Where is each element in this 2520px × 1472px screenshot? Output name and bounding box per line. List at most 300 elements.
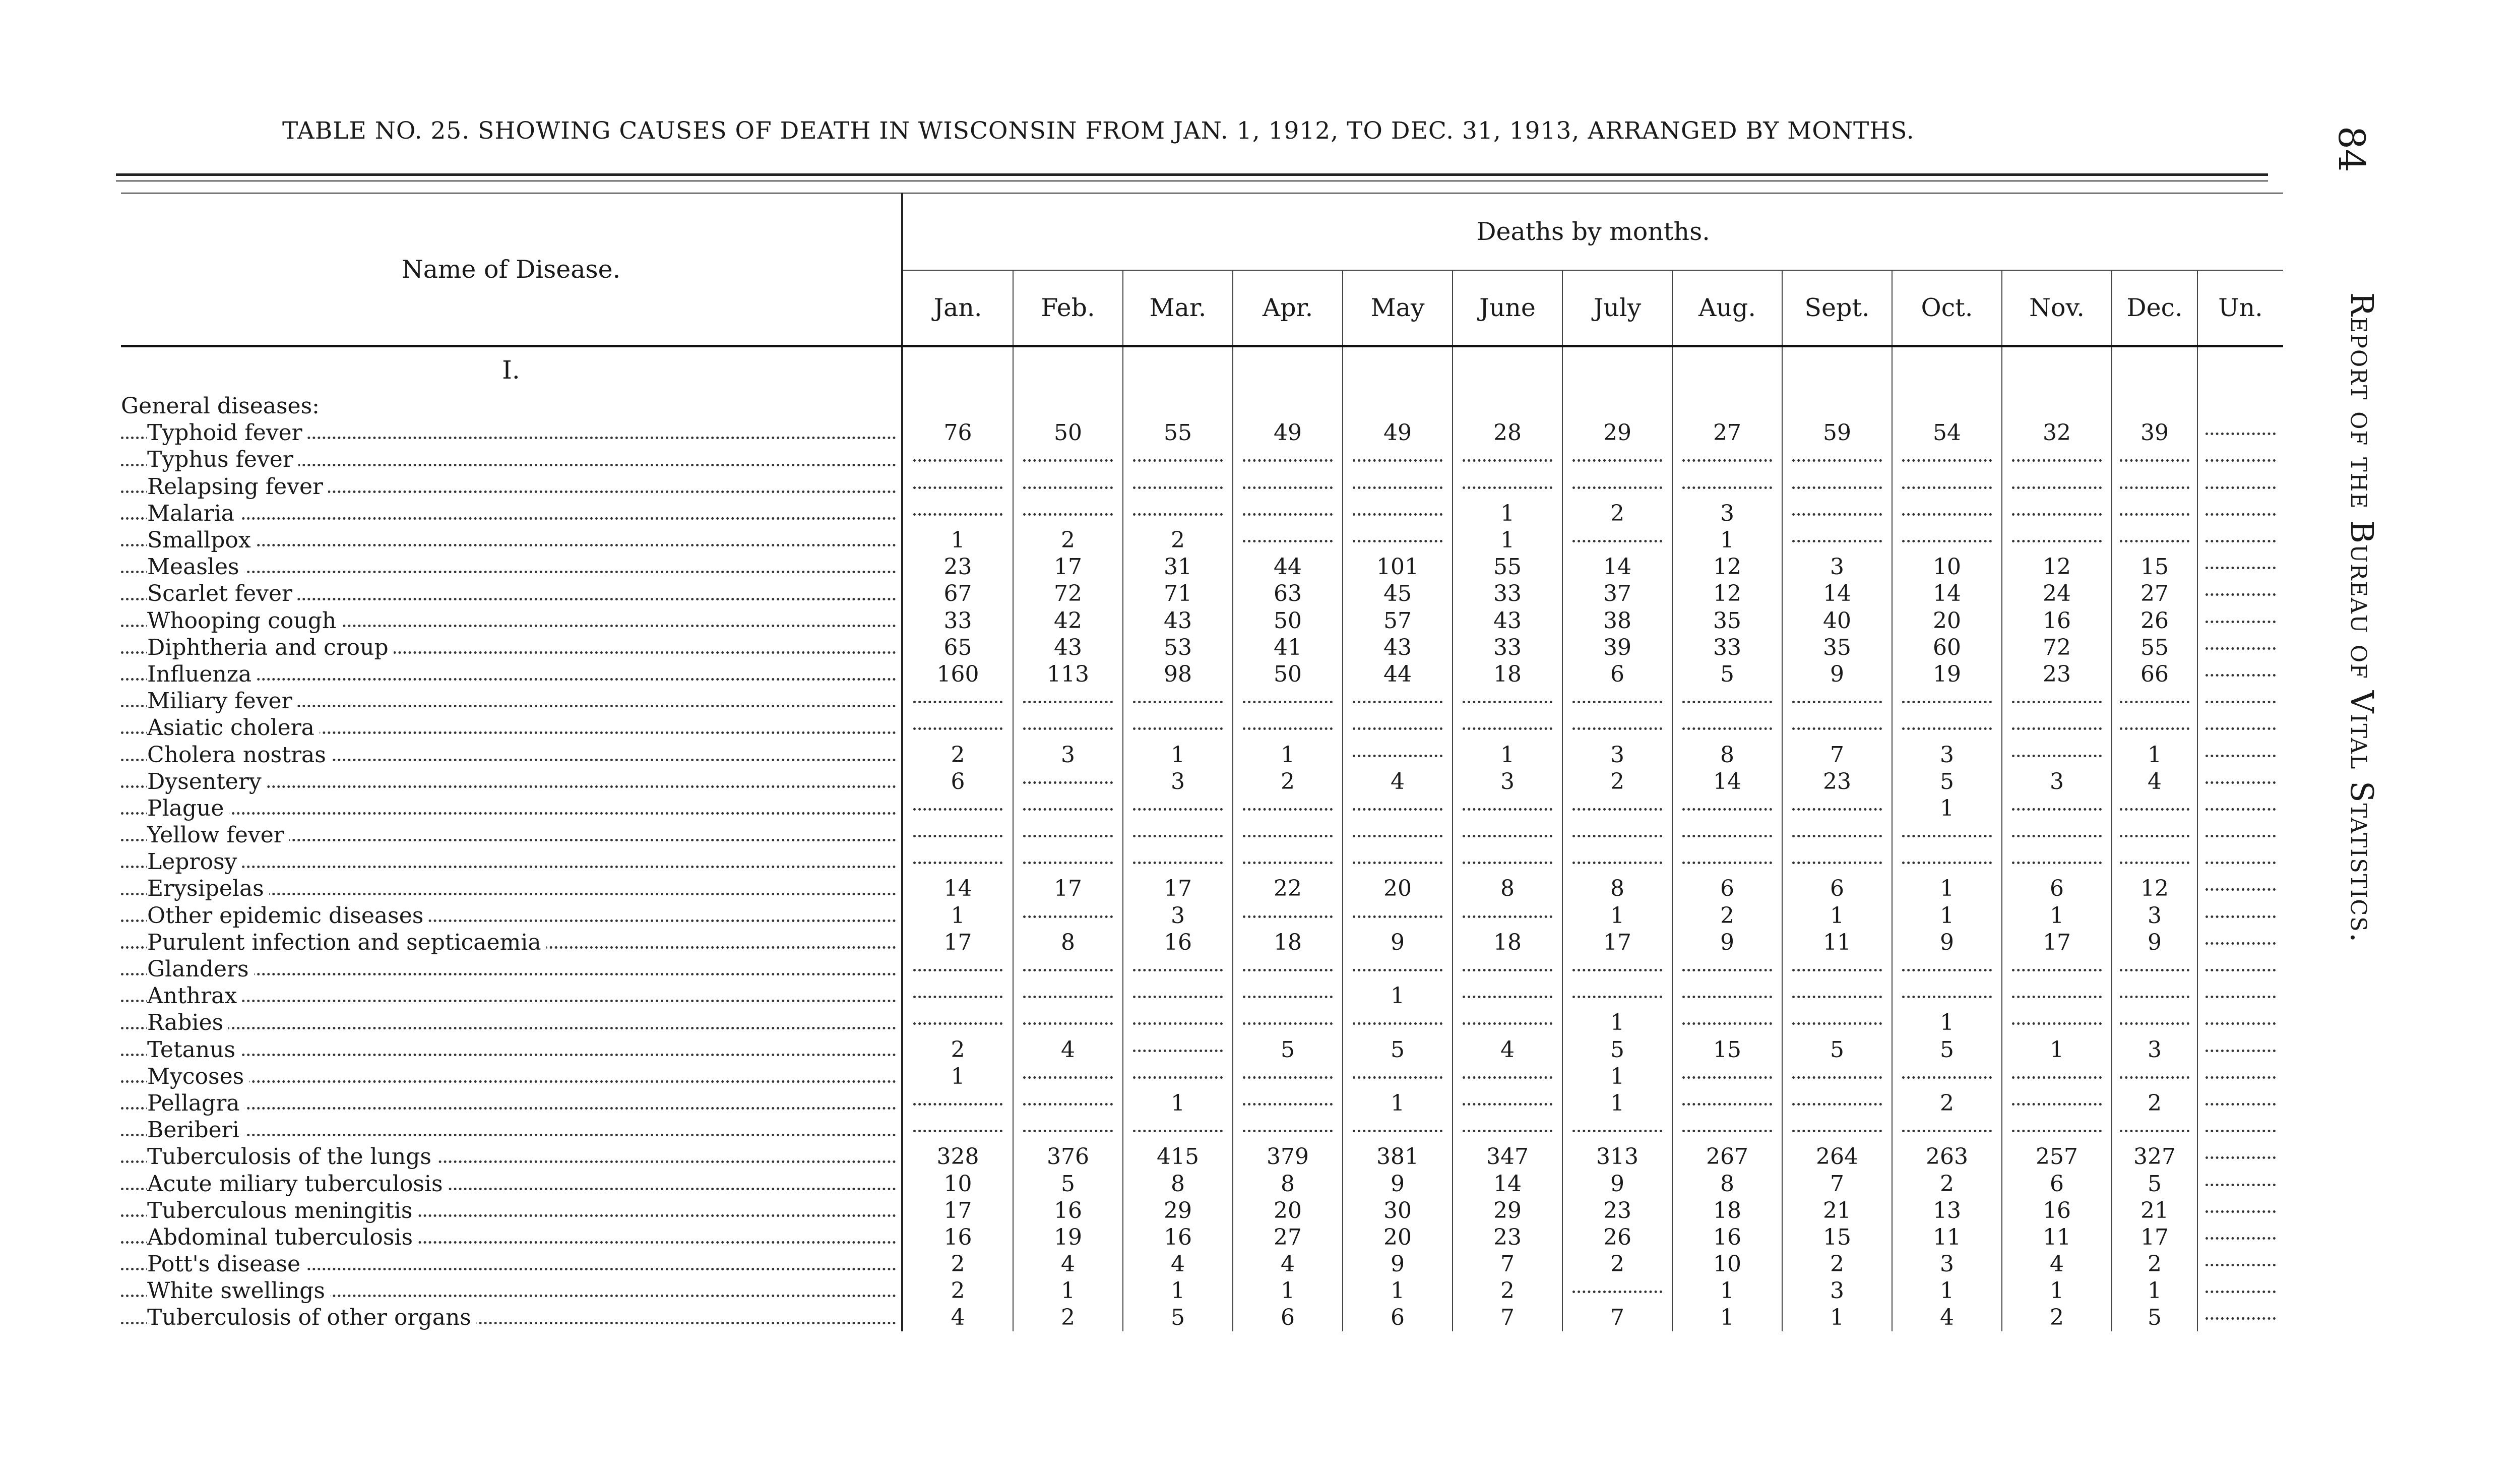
count-cell: 8	[1562, 875, 1672, 902]
count-cell: 3	[2112, 902, 2197, 929]
dotted-blank	[1792, 1063, 1881, 1079]
dotted-blank	[2120, 983, 2189, 998]
dotted-blank	[2012, 1117, 2101, 1132]
count-cell: 5	[1233, 1036, 1343, 1063]
empty-cell	[2197, 1009, 2283, 1036]
empty-cell	[2002, 983, 2112, 1009]
count-cell: 55	[1123, 419, 1233, 446]
count-cell: 22	[1233, 875, 1343, 902]
empty-cell	[902, 714, 1013, 741]
disease-name-cell	[121, 527, 902, 554]
empty-cell	[1013, 822, 1123, 848]
page-title: TABLE NO. 25. SHOWING CAUSES OF DEATH IN WISCONSIN FROM JAN. 1, 1912, TO DEC. 31, 1913, ARRANGED BY MONTHS.	[282, 117, 1915, 145]
count-cell: 14	[902, 875, 1013, 902]
count-cell: 16	[1123, 1224, 1233, 1251]
empty-cell	[1343, 500, 1453, 527]
count-cell: 20	[1233, 1197, 1343, 1224]
dotted-blank	[913, 956, 1003, 971]
empty-cell	[1562, 688, 1672, 714]
dotted-blank	[2206, 768, 2276, 784]
count-cell: 3	[1123, 902, 1233, 929]
count-cell: 10	[1892, 554, 2002, 580]
empty-cell	[1672, 446, 1782, 473]
empty-cell	[1233, 822, 1343, 848]
dotted-blank	[1463, 473, 1552, 489]
dotted-blank	[1243, 1117, 1332, 1132]
dotted-blank	[1902, 983, 1991, 998]
dotted-blank	[1682, 1009, 1772, 1025]
empty-cell	[2197, 1117, 2283, 1143]
dotted-blank	[1463, 956, 1552, 971]
dotted-blank	[1023, 1063, 1112, 1079]
count-cell: 19	[1013, 1224, 1123, 1251]
count-cell: 12	[1672, 554, 1782, 580]
count-cell: 43	[1013, 634, 1123, 661]
dotted-blank	[2120, 500, 2189, 516]
disease-name: Whooping cough	[147, 608, 341, 634]
dotted-blank	[1902, 446, 1991, 462]
disease-name-cell	[121, 1251, 902, 1277]
disease-name-cell	[121, 419, 902, 446]
disease-name: Plague	[147, 795, 229, 821]
count-cell: 16	[1013, 1197, 1123, 1224]
count-cell: 267	[1672, 1143, 1782, 1170]
count-cell: 3	[1013, 741, 1123, 768]
count-cell: 1	[1892, 1277, 2002, 1304]
empty-cell	[1343, 822, 1453, 848]
empty-cell	[2112, 527, 2197, 554]
disease-name: Dysentery	[147, 769, 267, 794]
empty-cell	[2002, 473, 2112, 500]
empty-cell	[1013, 500, 1123, 527]
causes-of-death-table	[121, 193, 2283, 1331]
dotted-blank	[1902, 1063, 1991, 1079]
empty-cell	[2197, 1036, 2283, 1063]
dotted-blank	[1243, 822, 1332, 837]
empty-cell	[2112, 1117, 2197, 1143]
count-cell: 17	[1013, 554, 1123, 580]
dotted-blank	[913, 500, 1003, 516]
empty-cell	[1453, 956, 1562, 983]
empty-cell	[1782, 956, 1892, 983]
empty-cell	[1892, 688, 2002, 714]
table-row	[121, 607, 2283, 634]
dotted-blank	[2120, 527, 2189, 542]
empty-cell	[2197, 500, 2283, 527]
empty-cell	[1672, 1117, 1782, 1143]
count-cell: 43	[1453, 607, 1562, 634]
empty-cell	[902, 446, 1013, 473]
count-cell: 8	[1453, 875, 1562, 902]
empty-cell	[1343, 956, 1453, 983]
empty-cell	[1453, 848, 1562, 875]
count-cell: 18	[1453, 661, 1562, 688]
empty-cell	[1782, 473, 1892, 500]
dotted-blank	[913, 1117, 1003, 1132]
empty-cell	[2197, 1197, 2283, 1224]
count-cell: 30	[1343, 1197, 1453, 1224]
disease-name-cell	[121, 1304, 902, 1331]
disease-name-cell	[121, 956, 902, 983]
disease-name-cell	[121, 983, 902, 1009]
dotted-blank	[1023, 956, 1112, 971]
empty-cell	[2197, 983, 2283, 1009]
disease-name: Smallpox	[147, 527, 256, 553]
count-cell: 7	[1562, 1304, 1672, 1331]
count-cell: 18	[1453, 929, 1562, 956]
count-cell: 67	[902, 580, 1013, 607]
empty-cell	[902, 848, 1013, 875]
count-cell: 40	[1782, 607, 1892, 634]
count-cell: 20	[1343, 1224, 1453, 1251]
dotted-blank	[1792, 473, 1881, 489]
empty-cell	[1782, 983, 1892, 1009]
empty-cell	[1123, 714, 1233, 741]
empty-cell	[1453, 1090, 1562, 1117]
empty-cell	[2002, 714, 2112, 741]
table-row	[121, 1170, 2283, 1197]
dotted-blank	[1133, 1036, 1222, 1052]
dotted-blank	[2206, 1304, 2276, 1320]
count-cell: 39	[1562, 634, 1672, 661]
empty-cell	[2197, 929, 2283, 956]
dotted-blank	[913, 848, 1003, 864]
count-cell: 16	[1672, 1224, 1782, 1251]
table-row	[121, 1036, 2283, 1063]
dotted-blank	[1792, 795, 1881, 811]
count-cell: 2	[1123, 527, 1233, 554]
count-cell: 4	[1123, 1251, 1233, 1277]
dotted-blank	[1353, 1009, 1442, 1025]
count-cell: 41	[1233, 634, 1343, 661]
count-cell: 27	[1672, 419, 1782, 446]
dotted-blank	[1243, 688, 1332, 703]
month-header: June	[1453, 270, 1562, 346]
dotted-blank	[1133, 956, 1222, 971]
count-cell: 18	[1233, 929, 1343, 956]
count-cell: 29	[1453, 1197, 1562, 1224]
count-cell: 2	[1892, 1170, 2002, 1197]
count-cell: 1	[1672, 1277, 1782, 1304]
month-header: Dec.	[2112, 270, 2197, 346]
empty-cell	[2002, 500, 2112, 527]
disease-name-cell	[121, 500, 902, 527]
empty-cell	[1343, 714, 1453, 741]
empty-cell	[1343, 446, 1453, 473]
dotted-blank	[1792, 527, 1881, 542]
disease-name: Measles	[147, 554, 244, 580]
empty-cell	[2197, 634, 2283, 661]
empty-cell	[1782, 500, 1892, 527]
empty-cell	[2002, 741, 2112, 768]
dotted-blank	[1023, 822, 1112, 837]
empty-cell	[2197, 1063, 2283, 1090]
empty-cell	[2112, 1063, 2197, 1090]
count-cell: 1	[1892, 795, 2002, 822]
table-row	[121, 661, 2283, 688]
table-row	[121, 822, 2283, 848]
empty-cell	[1343, 1009, 1453, 1036]
count-cell: 263	[1892, 1143, 2002, 1170]
empty-cell	[2197, 768, 2283, 795]
empty-cell	[1123, 473, 1233, 500]
disease-name-cell	[121, 446, 902, 473]
dotted-blank	[2206, 1117, 2276, 1132]
empty-cell	[1892, 446, 2002, 473]
empty-cell	[1782, 688, 1892, 714]
title-rule-thin	[116, 180, 2268, 181]
disease-name: Pott's disease	[147, 1251, 305, 1277]
count-cell: 5	[2112, 1304, 2197, 1331]
count-cell: 33	[902, 607, 1013, 634]
disease-name: Glanders	[147, 956, 254, 982]
empty-cell	[1672, 1063, 1782, 1090]
count-cell: 27	[1233, 1224, 1343, 1251]
table-row	[121, 714, 2283, 741]
dotted-blank	[1353, 527, 1442, 542]
empty-cell	[1782, 1009, 1892, 1036]
disease-name-cell	[121, 714, 902, 741]
empty-cell	[2112, 1009, 2197, 1036]
count-cell: 1	[1123, 741, 1233, 768]
count-cell: 2	[1233, 768, 1343, 795]
dotted-blank	[1902, 473, 1991, 489]
count-cell: 31	[1123, 554, 1233, 580]
empty-cell	[1233, 1090, 1343, 1117]
dotted-blank	[1572, 956, 1662, 971]
count-cell: 1	[1233, 1277, 1343, 1304]
empty-cell	[1892, 714, 2002, 741]
count-cell: 21	[2112, 1197, 2197, 1224]
count-cell: 6	[1672, 875, 1782, 902]
table-body	[121, 346, 2283, 1331]
dotted-blank	[1682, 848, 1772, 864]
dotted-blank	[1792, 500, 1881, 516]
count-cell: 26	[2112, 607, 2197, 634]
disease-name-cell	[121, 902, 902, 929]
count-cell: 6	[1343, 1304, 1453, 1331]
table-row	[121, 956, 2283, 983]
count-cell: 257	[2002, 1143, 2112, 1170]
count-cell: 3	[1123, 768, 1233, 795]
count-cell: 9	[1892, 929, 2002, 956]
count-cell: 29	[1123, 1197, 1233, 1224]
count-cell: 1	[2002, 1277, 2112, 1304]
count-cell: 3	[1892, 741, 2002, 768]
count-cell: 18	[1672, 1197, 1782, 1224]
disease-name-cell	[121, 607, 902, 634]
side-margin	[2330, 126, 2388, 1210]
dotted-blank	[1572, 822, 1662, 837]
count-cell: 23	[1562, 1197, 1672, 1224]
dotted-blank	[2012, 848, 2101, 864]
empty-cell	[2197, 1304, 2283, 1331]
dotted-blank	[1023, 500, 1112, 516]
disease-name-cell	[121, 741, 902, 768]
empty-cell	[1233, 1063, 1343, 1090]
empty-cell	[1562, 822, 1672, 848]
count-cell: 381	[1343, 1143, 1453, 1170]
dotted-blank	[1133, 714, 1222, 730]
count-cell: 24	[2002, 580, 2112, 607]
count-cell: 98	[1123, 661, 1233, 688]
empty-cell	[1343, 902, 1453, 929]
count-cell: 2	[902, 1036, 1013, 1063]
count-cell: 113	[1013, 661, 1123, 688]
empty-cell	[1123, 1063, 1233, 1090]
count-cell: 4	[1453, 1036, 1562, 1063]
empty-cell	[2197, 688, 2283, 714]
dotted-blank	[1463, 902, 1552, 918]
disease-name: Leprosy	[147, 849, 242, 875]
disease-name: Tetanus	[147, 1037, 240, 1063]
disease-name: Other epidemic diseases	[147, 903, 428, 929]
page-number: 84	[2330, 126, 2373, 172]
empty-cell	[2112, 848, 2197, 875]
count-cell: 1	[1343, 983, 1453, 1009]
disease-name: Anthrax	[147, 983, 242, 1009]
count-cell: 3	[1892, 1251, 2002, 1277]
count-cell: 313	[1562, 1143, 1672, 1170]
title-rule	[116, 173, 2268, 176]
count-cell: 11	[1892, 1224, 2002, 1251]
dotted-blank	[1243, 848, 1332, 864]
count-cell: 1	[1892, 1009, 2002, 1036]
dotted-blank	[2206, 1277, 2276, 1293]
dotted-blank	[1572, 848, 1662, 864]
dotted-blank	[913, 714, 1003, 730]
disease-name-cell	[121, 661, 902, 688]
count-cell: 23	[2002, 661, 2112, 688]
table-row	[121, 1224, 2283, 1251]
count-cell: 415	[1123, 1143, 1233, 1170]
dotted-blank	[1572, 446, 1662, 462]
count-cell: 43	[1123, 607, 1233, 634]
dotted-blank	[1463, 446, 1552, 462]
dotted-blank	[2206, 1036, 2276, 1052]
dotted-blank	[913, 1090, 1003, 1106]
month-header: Mar.	[1123, 270, 1233, 346]
dotted-blank	[1353, 1117, 1442, 1132]
dotted-blank	[1133, 1063, 1222, 1079]
count-cell: 2	[902, 1251, 1013, 1277]
empty-cell	[1233, 1009, 1343, 1036]
disease-name: Cholera nostras	[147, 742, 331, 768]
dotted-blank	[2012, 742, 2101, 757]
count-cell: 23	[902, 554, 1013, 580]
dotted-blank	[1133, 983, 1222, 998]
deaths-by-months-header: Deaths by months.	[902, 193, 2283, 270]
count-cell: 2	[2112, 1251, 2197, 1277]
count-cell: 5	[1343, 1036, 1453, 1063]
dotted-blank	[2012, 822, 2101, 837]
table-row	[121, 902, 2283, 929]
dotted-blank	[1463, 795, 1552, 811]
count-cell: 1	[1562, 1063, 1672, 1090]
table-row	[121, 1251, 2283, 1277]
empty-cell	[2197, 580, 2283, 607]
month-header: Feb.	[1013, 270, 1123, 346]
empty-cell	[1453, 473, 1562, 500]
count-cell: 3	[2002, 768, 2112, 795]
empty-cell	[1233, 473, 1343, 500]
count-cell: 17	[1123, 875, 1233, 902]
count-cell: 9	[1782, 661, 1892, 688]
dotted-blank	[1463, 1090, 1552, 1106]
empty-cell	[1123, 956, 1233, 983]
empty-cell	[1123, 1009, 1233, 1036]
count-cell: 13	[1892, 1197, 2002, 1224]
dotted-blank	[1792, 1090, 1881, 1106]
empty-cell	[902, 795, 1013, 822]
empty-cell	[2197, 1170, 2283, 1197]
dotted-blank	[1243, 902, 1332, 918]
count-cell: 19	[1892, 661, 2002, 688]
count-cell: 72	[2002, 634, 2112, 661]
empty-cell	[1782, 714, 1892, 741]
dotted-blank	[2206, 875, 2276, 891]
dotted-blank	[2206, 714, 2276, 730]
count-cell: 6	[1782, 875, 1892, 902]
dotted-blank	[913, 473, 1003, 489]
dotted-blank	[1353, 446, 1442, 462]
disease-name-cell	[121, 1036, 902, 1063]
dotted-blank	[913, 688, 1003, 703]
empty-cell	[1123, 795, 1233, 822]
empty-cell	[1233, 500, 1343, 527]
dotted-blank	[1682, 473, 1772, 489]
dotted-blank	[2206, 822, 2276, 837]
disease-name-cell	[121, 1224, 902, 1251]
count-cell: 16	[902, 1224, 1013, 1251]
count-cell: 376	[1013, 1143, 1123, 1170]
dotted-blank	[1463, 1009, 1552, 1025]
dotted-blank	[1353, 902, 1442, 918]
count-cell: 33	[1453, 634, 1562, 661]
count-cell: 44	[1233, 554, 1343, 580]
dotted-blank	[913, 1009, 1003, 1025]
count-cell: 23	[1453, 1224, 1562, 1251]
count-cell: 5	[1892, 768, 2002, 795]
dotted-blank	[2120, 473, 2189, 489]
empty-cell	[2197, 848, 2283, 875]
count-cell: 2	[902, 1277, 1013, 1304]
dotted-blank	[1243, 446, 1332, 462]
count-cell: 44	[1343, 661, 1453, 688]
month-header: July	[1562, 270, 1672, 346]
count-cell: 1	[1562, 1009, 1672, 1036]
dotted-blank	[2206, 1063, 2276, 1079]
dotted-blank	[2206, 1143, 2276, 1159]
dotted-blank	[1902, 822, 1991, 837]
empty-cell	[1672, 848, 1782, 875]
count-cell: 1	[1453, 741, 1562, 768]
count-cell: 2	[1453, 1277, 1562, 1304]
disease-name: Tuberculosis of the lungs	[147, 1144, 436, 1170]
dotted-blank	[1023, 768, 1112, 784]
dotted-blank	[2206, 446, 2276, 462]
disease-name: Influenza	[147, 661, 257, 687]
count-cell: 76	[902, 419, 1013, 446]
count-cell: 6	[2002, 875, 2112, 902]
empty-cell	[1782, 1117, 1892, 1143]
count-cell: 32	[2002, 419, 2112, 446]
empty-cell	[2002, 795, 2112, 822]
count-cell: 39	[2112, 419, 2197, 446]
count-cell: 1	[1453, 500, 1562, 527]
dotted-blank	[2206, 580, 2276, 596]
count-cell: 4	[1013, 1036, 1123, 1063]
